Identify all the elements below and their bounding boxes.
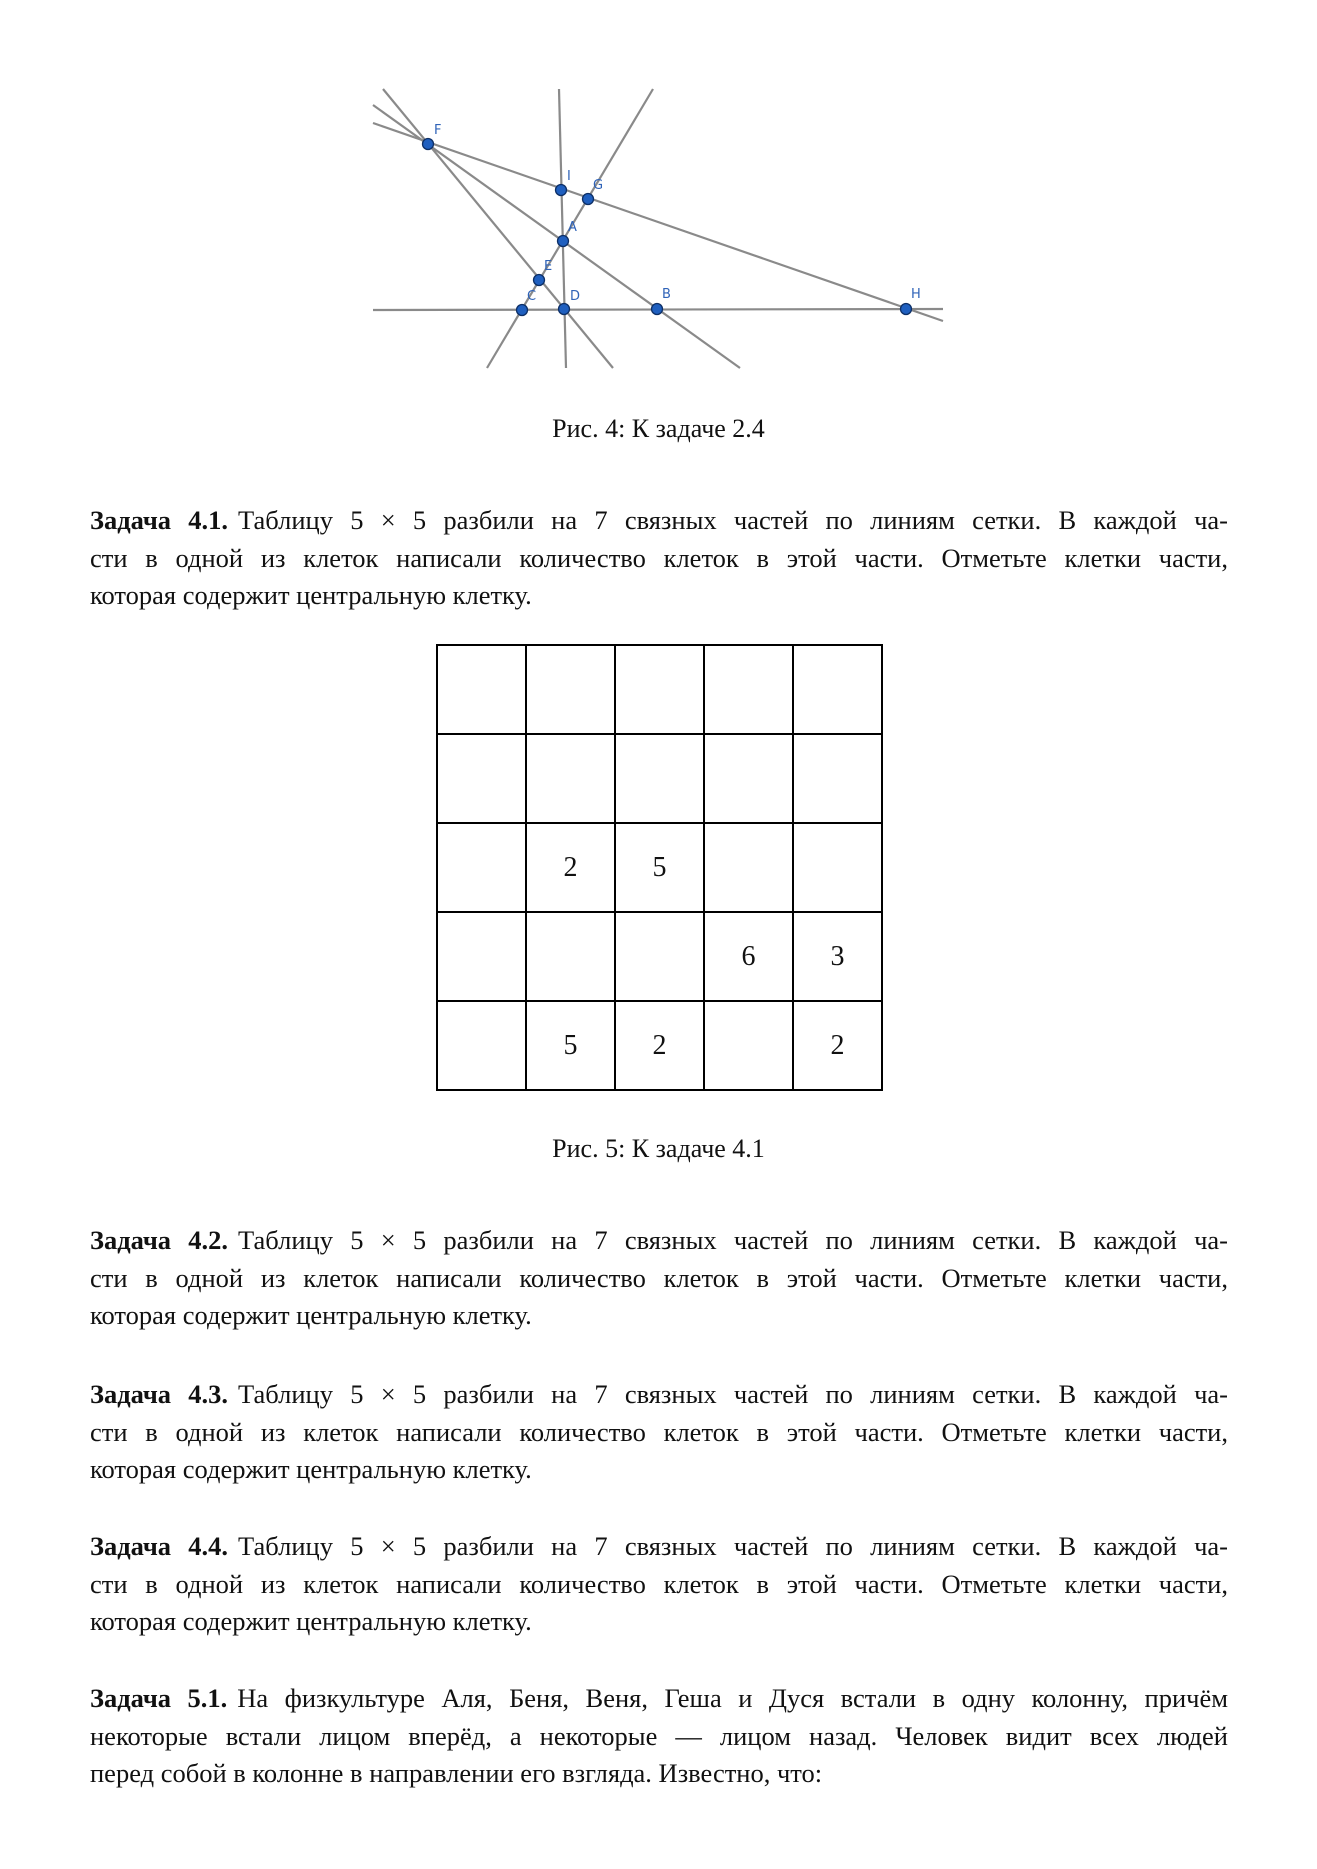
line-figh (373, 123, 943, 321)
task-4-3 (90, 1376, 1228, 1489)
task-line (90, 502, 1228, 540)
grid-cell (704, 823, 793, 912)
label-a: A (568, 220, 577, 235)
grid-cell (793, 645, 882, 734)
grid-cell (615, 645, 704, 734)
grid-cell: 5 (615, 823, 704, 912)
task-line: которая содержит центральную клетку. (90, 580, 532, 610)
grid-cell (704, 645, 793, 734)
task-5-1 (90, 1680, 1228, 1793)
grid-cell (615, 912, 704, 1001)
task-line: сти в одной из клеток написали количество клеток в этой части. Отметьте клетки части, (90, 1416, 1228, 1447)
task-line: которая содержит центральную клетку. (90, 1606, 532, 1636)
point-c (517, 305, 528, 316)
label-e: E (544, 259, 553, 274)
grid-cell: 2 (793, 1001, 882, 1090)
task-line: сти в одной из клеток написали количество клеток в этой части. Отметьте клетки части, (90, 542, 1228, 573)
point-b (652, 304, 663, 315)
task-line (90, 1222, 1228, 1260)
task-4-1 (90, 502, 1228, 615)
grid-cell (437, 912, 526, 1001)
line-fed (383, 89, 613, 368)
grid-cell: 2 (615, 1001, 704, 1090)
grid-row (437, 645, 882, 734)
point-f (423, 139, 434, 150)
task-line: некоторые встали лицом вперёд, а некоторые — лицом назад. Человек видит всех людей (90, 1720, 1228, 1751)
task-4-4 (90, 1528, 1228, 1641)
figure-4-caption: Рис. 4: К задаче 2.4 (552, 414, 765, 443)
grid-cell (615, 734, 704, 823)
task-text: Таблицу 5 × 5 разбили на 7 связных частей по линиям сетки. В каждой ча- (238, 505, 1228, 535)
grid-cell: 2 (526, 823, 615, 912)
grid-cell (704, 734, 793, 823)
task-line: которая содержит центральную клетку. (90, 1454, 532, 1484)
task-title: Задача 4.4. (90, 1531, 229, 1561)
grid-cell (526, 912, 615, 1001)
task-title: Задача 4.3. (90, 1379, 229, 1409)
figure-4-diagram (0, 0, 1317, 400)
label-f: F (434, 123, 442, 138)
task-line: которая содержит центральную клетку. (90, 1300, 532, 1330)
grid-row (437, 1001, 882, 1090)
task-line (90, 1528, 1228, 1566)
task-line: сти в одной из клеток написали количество клеток в этой части. Отметьте клетки части, (90, 1568, 1228, 1599)
label-h: H (911, 287, 921, 302)
grid-cell (437, 1001, 526, 1090)
point-i (556, 185, 567, 196)
puzzle-grid (436, 644, 883, 1091)
task-title: Задача 4.2. (90, 1225, 229, 1255)
grid-cell (793, 823, 882, 912)
point-h (901, 304, 912, 315)
point-d (559, 304, 570, 315)
task-title: Задача 5.1. (90, 1683, 228, 1713)
grid-row (437, 912, 882, 1001)
task-text: На физкультуре Аля, Беня, Веня, Геша и Дуся встали в одну колонну, причём (237, 1683, 1228, 1713)
grid-cell (526, 734, 615, 823)
point-labels (434, 123, 921, 304)
figure-5-caption: Рис. 5: К задаче 4.1 (552, 1134, 765, 1163)
grid-cell: 3 (793, 912, 882, 1001)
grid-cell (437, 823, 526, 912)
point-a (558, 236, 569, 247)
task-text: Таблицу 5 × 5 разбили на 7 связных частей по линиям сетки. В каждой ча- (238, 1379, 1228, 1409)
grid-row (437, 734, 882, 823)
point-g (583, 194, 594, 205)
grid-cell (437, 645, 526, 734)
label-i: I (567, 169, 571, 184)
grid-row (437, 823, 882, 912)
grid-cell: 5 (526, 1001, 615, 1090)
line-iad (559, 89, 566, 368)
point-e (534, 275, 545, 286)
grid-cell (793, 734, 882, 823)
grid-cell: 6 (704, 912, 793, 1001)
label-c: C (527, 289, 537, 304)
task-text: Таблицу 5 × 5 разбили на 7 связных частей по линиям сетки. В каждой ча- (238, 1531, 1228, 1561)
label-g: G (593, 178, 604, 193)
grid-cell (526, 645, 615, 734)
task-line (90, 1680, 1228, 1718)
task-4-2 (90, 1222, 1228, 1335)
task-line (90, 1376, 1228, 1414)
construction-lines (373, 89, 943, 368)
task-line: сти в одной из клеток написали количество клеток в этой части. Отметьте клетки части, (90, 1262, 1228, 1293)
grid-cell (704, 1001, 793, 1090)
label-b: B (662, 287, 671, 302)
task-text: Таблицу 5 × 5 разбили на 7 связных частей по линиям сетки. В каждой ча- (238, 1225, 1228, 1255)
label-d: D (570, 289, 581, 304)
grid-cell (437, 734, 526, 823)
task-line: перед собой в колонне в направлении его взгляда. Известно, что: (90, 1758, 823, 1788)
task-title: Задача 4.1. (90, 505, 229, 535)
